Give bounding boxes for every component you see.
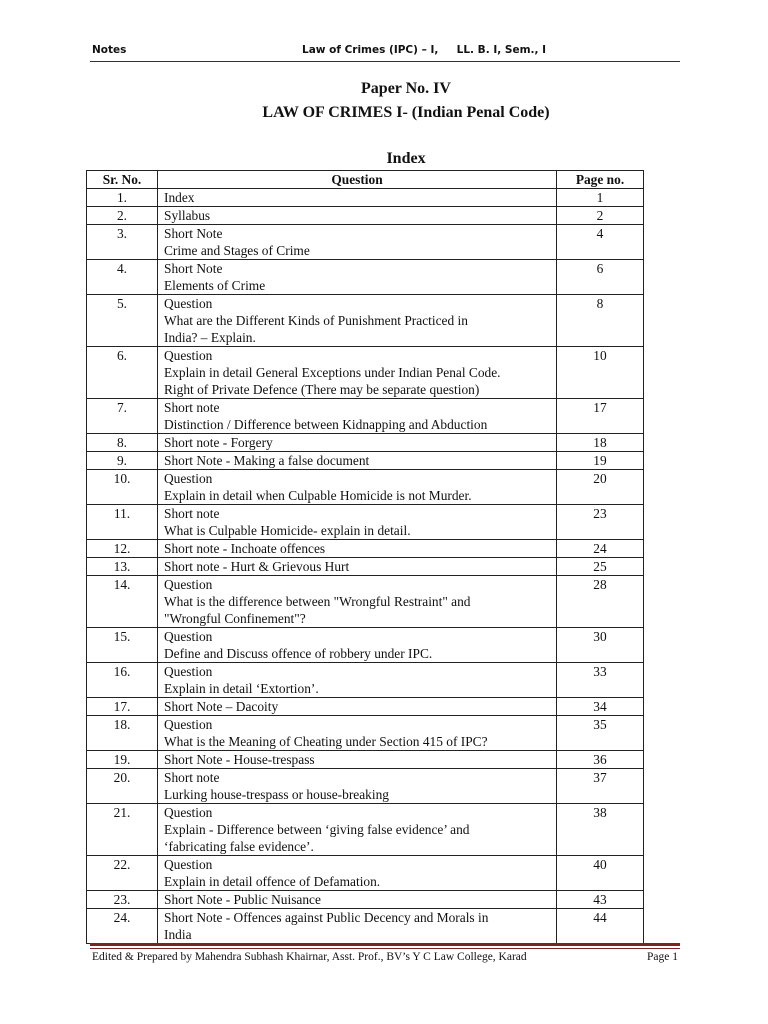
page-number-cell: 2: [557, 207, 644, 225]
question-line: Elements of Crime: [164, 278, 266, 293]
column-header-page-no: Page no.: [557, 171, 644, 189]
question-line: Question: [164, 629, 213, 644]
serial-number-cell: 18.: [87, 716, 158, 751]
table-row: [87, 769, 644, 804]
serial-number-cell: 12.: [87, 540, 158, 558]
page-number-cell: 6: [557, 260, 644, 295]
question-cell: [158, 347, 557, 399]
question-cell: [158, 295, 557, 347]
serial-number-cell: 9.: [87, 452, 158, 470]
header-divider: [90, 61, 680, 62]
footer-credit: Edited & Prepared by Mahendra Subhash Khairnar, Asst. Prof., BV’s Y C Law College, Karad: [92, 951, 527, 963]
footer-divider-thick: [90, 943, 680, 946]
question-cell: [158, 505, 557, 540]
serial-number-cell: 15.: [87, 628, 158, 663]
question-line: Short note - Inchoate offences: [164, 541, 326, 556]
question-line: Question: [164, 717, 213, 732]
page-number-cell: 17: [557, 399, 644, 434]
table-row: [87, 295, 644, 347]
serial-number-cell: 10.: [87, 470, 158, 505]
question-cell: [158, 540, 557, 558]
column-header-sr-no: Sr. No.: [87, 171, 158, 189]
table-row: [87, 347, 644, 399]
table-row: [87, 628, 644, 663]
question-cell: [158, 663, 557, 698]
question-cell: [158, 452, 557, 470]
question-cell: [158, 576, 557, 628]
question-cell: [158, 558, 557, 576]
table-row: [87, 751, 644, 769]
footer-divider-thin: [90, 948, 680, 949]
table-row: [87, 189, 644, 207]
question-line: Explain in detail ‘Extortion’.: [164, 681, 319, 696]
page-number-cell: 33: [557, 663, 644, 698]
table-row: [87, 505, 644, 540]
running-header: [92, 40, 680, 60]
serial-number-cell: 7.: [87, 399, 158, 434]
question-line: Question: [164, 348, 213, 363]
column-header-question: Question: [158, 171, 557, 189]
question-line: Explain in detail offence of Defamation.: [164, 874, 381, 889]
page-number-cell: 19: [557, 452, 644, 470]
question-line: What is the Meaning of Cheating under Section 415 of IPC?: [164, 734, 488, 749]
question-line: "Wrongful Confinement"?: [164, 611, 306, 626]
table-row: [87, 399, 644, 434]
question-line: Index: [164, 190, 195, 205]
question-line: Right of Private Defence (There may be separate question): [164, 382, 480, 397]
paper-number-title: Paper No. IV: [361, 80, 451, 97]
question-line: Short Note - Public Nuisance: [164, 892, 321, 907]
question-cell: [158, 698, 557, 716]
header-course-title: Law of Crimes (IPC) – I, LL. B. I, Sem., I: [302, 44, 547, 56]
serial-number-cell: 3.: [87, 225, 158, 260]
table-row: [87, 909, 644, 944]
question-line: Distinction / Difference between Kidnapping and Abduction: [164, 417, 488, 432]
question-line: Short note: [164, 506, 220, 521]
index-table-body: [87, 189, 644, 944]
question-line: What is Culpable Homicide- explain in detail.: [164, 523, 411, 538]
question-line: Question: [164, 805, 213, 820]
question-cell: [158, 891, 557, 909]
question-line: Short note - Forgery: [164, 435, 273, 450]
question-line: India? – Explain.: [164, 330, 256, 345]
page-number-cell: 23: [557, 505, 644, 540]
table-row: [87, 434, 644, 452]
table-row: [87, 698, 644, 716]
question-cell: [158, 804, 557, 856]
question-line: ‘fabricating false evidence’.: [164, 839, 314, 854]
question-line: Short Note - House-trespass: [164, 752, 315, 767]
table-row: [87, 225, 644, 260]
page-number-cell: 25: [557, 558, 644, 576]
page-number-cell: 36: [557, 751, 644, 769]
serial-number-cell: 24.: [87, 909, 158, 944]
question-line: Define and Discuss offence of robbery under IPC.: [164, 646, 433, 661]
table-row: [87, 716, 644, 751]
serial-number-cell: 11.: [87, 505, 158, 540]
question-cell: [158, 470, 557, 505]
serial-number-cell: 19.: [87, 751, 158, 769]
page-number-cell: 20: [557, 470, 644, 505]
serial-number-cell: 14.: [87, 576, 158, 628]
page-number-cell: 34: [557, 698, 644, 716]
question-cell: [158, 399, 557, 434]
index-table-header-row: [87, 171, 644, 189]
serial-number-cell: 8.: [87, 434, 158, 452]
serial-number-cell: 23.: [87, 891, 158, 909]
question-cell: [158, 769, 557, 804]
question-line: Question: [164, 664, 213, 679]
page-number-cell: 43: [557, 891, 644, 909]
page-number-cell: 8: [557, 295, 644, 347]
serial-number-cell: 20.: [87, 769, 158, 804]
question-line: India: [164, 927, 192, 942]
question-cell: [158, 207, 557, 225]
question-cell: [158, 856, 557, 891]
page-number-cell: 40: [557, 856, 644, 891]
table-row: [87, 804, 644, 856]
question-line: Question: [164, 857, 213, 872]
page-number-cell: 35: [557, 716, 644, 751]
index-heading: Index: [386, 150, 426, 167]
question-line: Explain in detail General Exceptions under Indian Penal Code.: [164, 365, 501, 380]
question-cell: [158, 909, 557, 944]
question-line: Short Note - Making a false document: [164, 453, 370, 468]
table-row: [87, 558, 644, 576]
page-number-cell: 18: [557, 434, 644, 452]
page-number-cell: 10: [557, 347, 644, 399]
serial-number-cell: 13.: [87, 558, 158, 576]
question-line: Explain in detail when Culpable Homicide is not Murder.: [164, 488, 472, 503]
question-line: Short Note - Offences against Public Decency and Morals in: [164, 910, 489, 925]
serial-number-cell: 2.: [87, 207, 158, 225]
question-line: Short note: [164, 400, 220, 415]
header-notes-label: Notes: [92, 44, 127, 56]
table-row: [87, 540, 644, 558]
question-line: What are the Different Kinds of Punishment Practiced in: [164, 313, 468, 328]
serial-number-cell: 16.: [87, 663, 158, 698]
question-cell: [158, 434, 557, 452]
question-cell: [158, 225, 557, 260]
serial-number-cell: 21.: [87, 804, 158, 856]
table-row: [87, 856, 644, 891]
question-line: Crime and Stages of Crime: [164, 243, 310, 258]
question-line: Question: [164, 471, 213, 486]
question-line: Short Note – Dacoity: [164, 699, 279, 714]
table-row: [87, 452, 644, 470]
index-table: [86, 170, 644, 944]
page-number-cell: 4: [557, 225, 644, 260]
question-line: Short note: [164, 770, 220, 785]
serial-number-cell: 6.: [87, 347, 158, 399]
question-line: Explain - Difference between ‘giving false evidence’ and: [164, 822, 470, 837]
question-line: Short Note: [164, 261, 223, 276]
table-row: [87, 260, 644, 295]
serial-number-cell: 17.: [87, 698, 158, 716]
page-number-cell: 28: [557, 576, 644, 628]
question-cell: [158, 628, 557, 663]
question-line: Syllabus: [164, 208, 211, 223]
question-line: Short Note: [164, 226, 223, 241]
page-number-cell: 24: [557, 540, 644, 558]
table-row: [87, 207, 644, 225]
serial-number-cell: 4.: [87, 260, 158, 295]
page-number-cell: 37: [557, 769, 644, 804]
question-line: Question: [164, 296, 213, 311]
page-number-cell: 30: [557, 628, 644, 663]
table-row: [87, 576, 644, 628]
table-row: [87, 663, 644, 698]
page-number-cell: 38: [557, 804, 644, 856]
page-number-cell: 1: [557, 189, 644, 207]
question-cell: [158, 751, 557, 769]
table-row: [87, 891, 644, 909]
question-line: Short note - Hurt & Grievous Hurt: [164, 559, 350, 574]
subject-title: LAW OF CRIMES I- (Indian Penal Code): [262, 104, 550, 121]
page-number-cell: 44: [557, 909, 644, 944]
question-cell: [158, 260, 557, 295]
question-cell: [158, 716, 557, 751]
table-row: [87, 470, 644, 505]
serial-number-cell: 22.: [87, 856, 158, 891]
serial-number-cell: 5.: [87, 295, 158, 347]
question-line: Lurking house-trespass or house-breaking: [164, 787, 389, 802]
question-line: Question: [164, 577, 213, 592]
question-line: What is the difference between "Wrongful Restraint" and: [164, 594, 471, 609]
serial-number-cell: 1.: [87, 189, 158, 207]
question-cell: [158, 189, 557, 207]
footer-page-number: Page 1: [647, 951, 678, 963]
